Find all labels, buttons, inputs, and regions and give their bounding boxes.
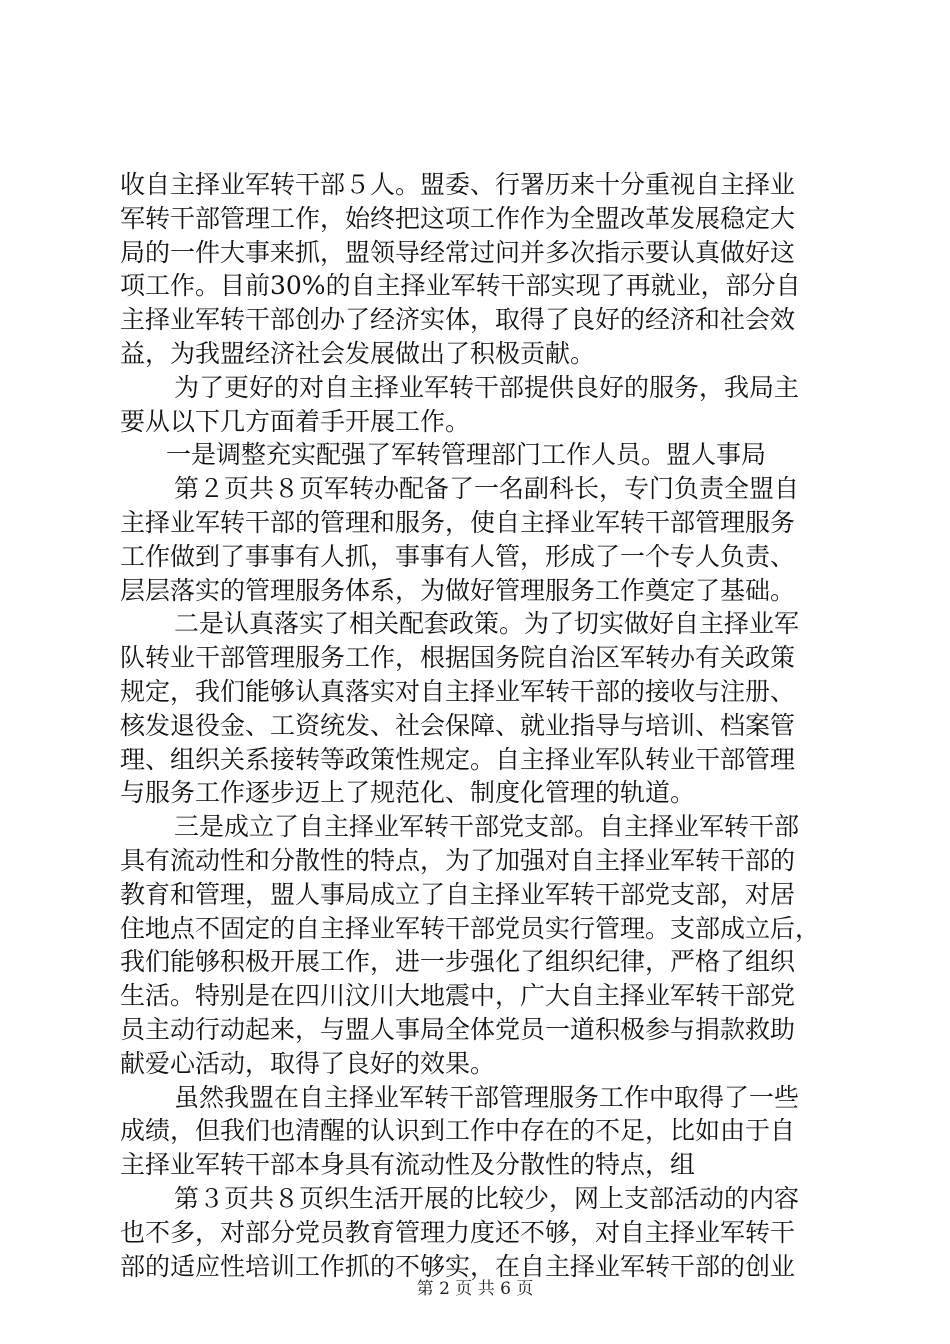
page-marker-line: 第３页共８页织生活开展的比较少，网上支部活动的内容 — [174, 1183, 800, 1213]
text-line: 住地点不固定的自主择业军转干部党员实行管理。支部成立后， — [120, 913, 821, 943]
text-line: 要从以下几方面着手开展工作。 — [120, 406, 471, 436]
text-line: 部的适应性培训工作抓的不够实，在自主择业军转干部的创业 — [120, 1251, 796, 1281]
paragraph-start-line: 为了更好的对自主择业军转干部提供良好的服务，我局主 — [174, 372, 800, 402]
text-line: 核发退役金、工资统发、社会保障、就业指导与培训、档案管 — [120, 710, 796, 740]
text-line: 工作做到了事事有人抓，事事有人管，形成了一个专人负责、 — [120, 541, 796, 571]
text-line: 与服务工作逐步迈上了规范化、制度化管理的轨道。 — [120, 778, 696, 808]
text-line: 生活。特别是在四川汶川大地震中，广大自主择业军转干部党 — [120, 981, 796, 1011]
paragraph-start-line: 一是调整充实配强了军转管理部门工作人员。盟人事局 — [166, 440, 767, 470]
text-line: 规定，我们能够认真落实对自主择业军转干部的接收与注册、 — [120, 676, 796, 706]
text-line: 主择业军转干部创办了经济实体，取得了良好的经济和社会效 — [120, 305, 796, 335]
text-line: 理、组织关系接转等政策性规定。自主择业军队转业干部管理 — [120, 744, 796, 774]
text-line: 益，为我盟经济社会发展做出了积极贡献。 — [120, 338, 596, 368]
page-marker-line: 第２页共８页军转办配备了一名副科长，专门负责全盟自 — [174, 474, 800, 504]
paragraph-start-line: 二是认真落实了相关配套政策。为了切实做好自主择业军 — [174, 609, 800, 639]
paragraph-start-line: 虽然我盟在自主择业军转干部管理服务工作中取得了一些 — [174, 1082, 800, 1112]
text-line: 员主动行动起来，与盟人事局全体党员一道积极参与捐款救助 — [120, 1014, 796, 1044]
text-line: 具有流动性和分散性的特点，为了加强对自主择业军转干部的 — [120, 845, 796, 875]
text-line: 也不多，对部分党员教育管理力度还不够，对自主择业军转干 — [120, 1217, 796, 1247]
text-line: 层层落实的管理服务体系，为做好管理服务工作奠定了基础。 — [120, 575, 796, 605]
text-line: 献爱心活动，取得了良好的效果。 — [120, 1048, 496, 1078]
text-line: 主择业军转干部的管理和服务，使自主择业军转干部管理服务 — [120, 507, 796, 537]
text-line: 成绩，但我们也清醒的认识到工作中存在的不足，比如由于自 — [120, 1116, 796, 1146]
text-line: 军转干部管理工作，始终把这项工作作为全盟改革发展稳定大 — [120, 203, 796, 233]
paragraph-start-line: 三是成立了自主择业军转干部党支部。自主择业军转干部 — [174, 812, 800, 842]
text-line: 收自主择业军转干部５人。盟委、行署历来十分重视自主择业 — [120, 170, 796, 199]
text-line: 局的一件大事来抓，盟领导经常过问并多次指示要认真做好这 — [120, 237, 796, 267]
document-body — [120, 168, 834, 1283]
text-line: 主择业军转干部本身具有流动性及分散性的特点，组 — [120, 1150, 696, 1180]
text-line: 队转业干部管理服务工作，根据国务院自治区军转办有关政策 — [120, 643, 796, 673]
text-line: 项工作。目前30%的自主择业军转干部实现了再就业，部分自 — [120, 271, 801, 301]
page-number-label: 第 2 页 共 6 页 — [416, 1279, 534, 1299]
page-footer — [0, 1274, 950, 1299]
text-line: 教育和管理，盟人事局成立了自主择业军转干部党支部，对居 — [120, 879, 796, 909]
text-line: 我们能够积极开展工作，进一步强化了组织纪律，严格了组织 — [120, 947, 796, 977]
